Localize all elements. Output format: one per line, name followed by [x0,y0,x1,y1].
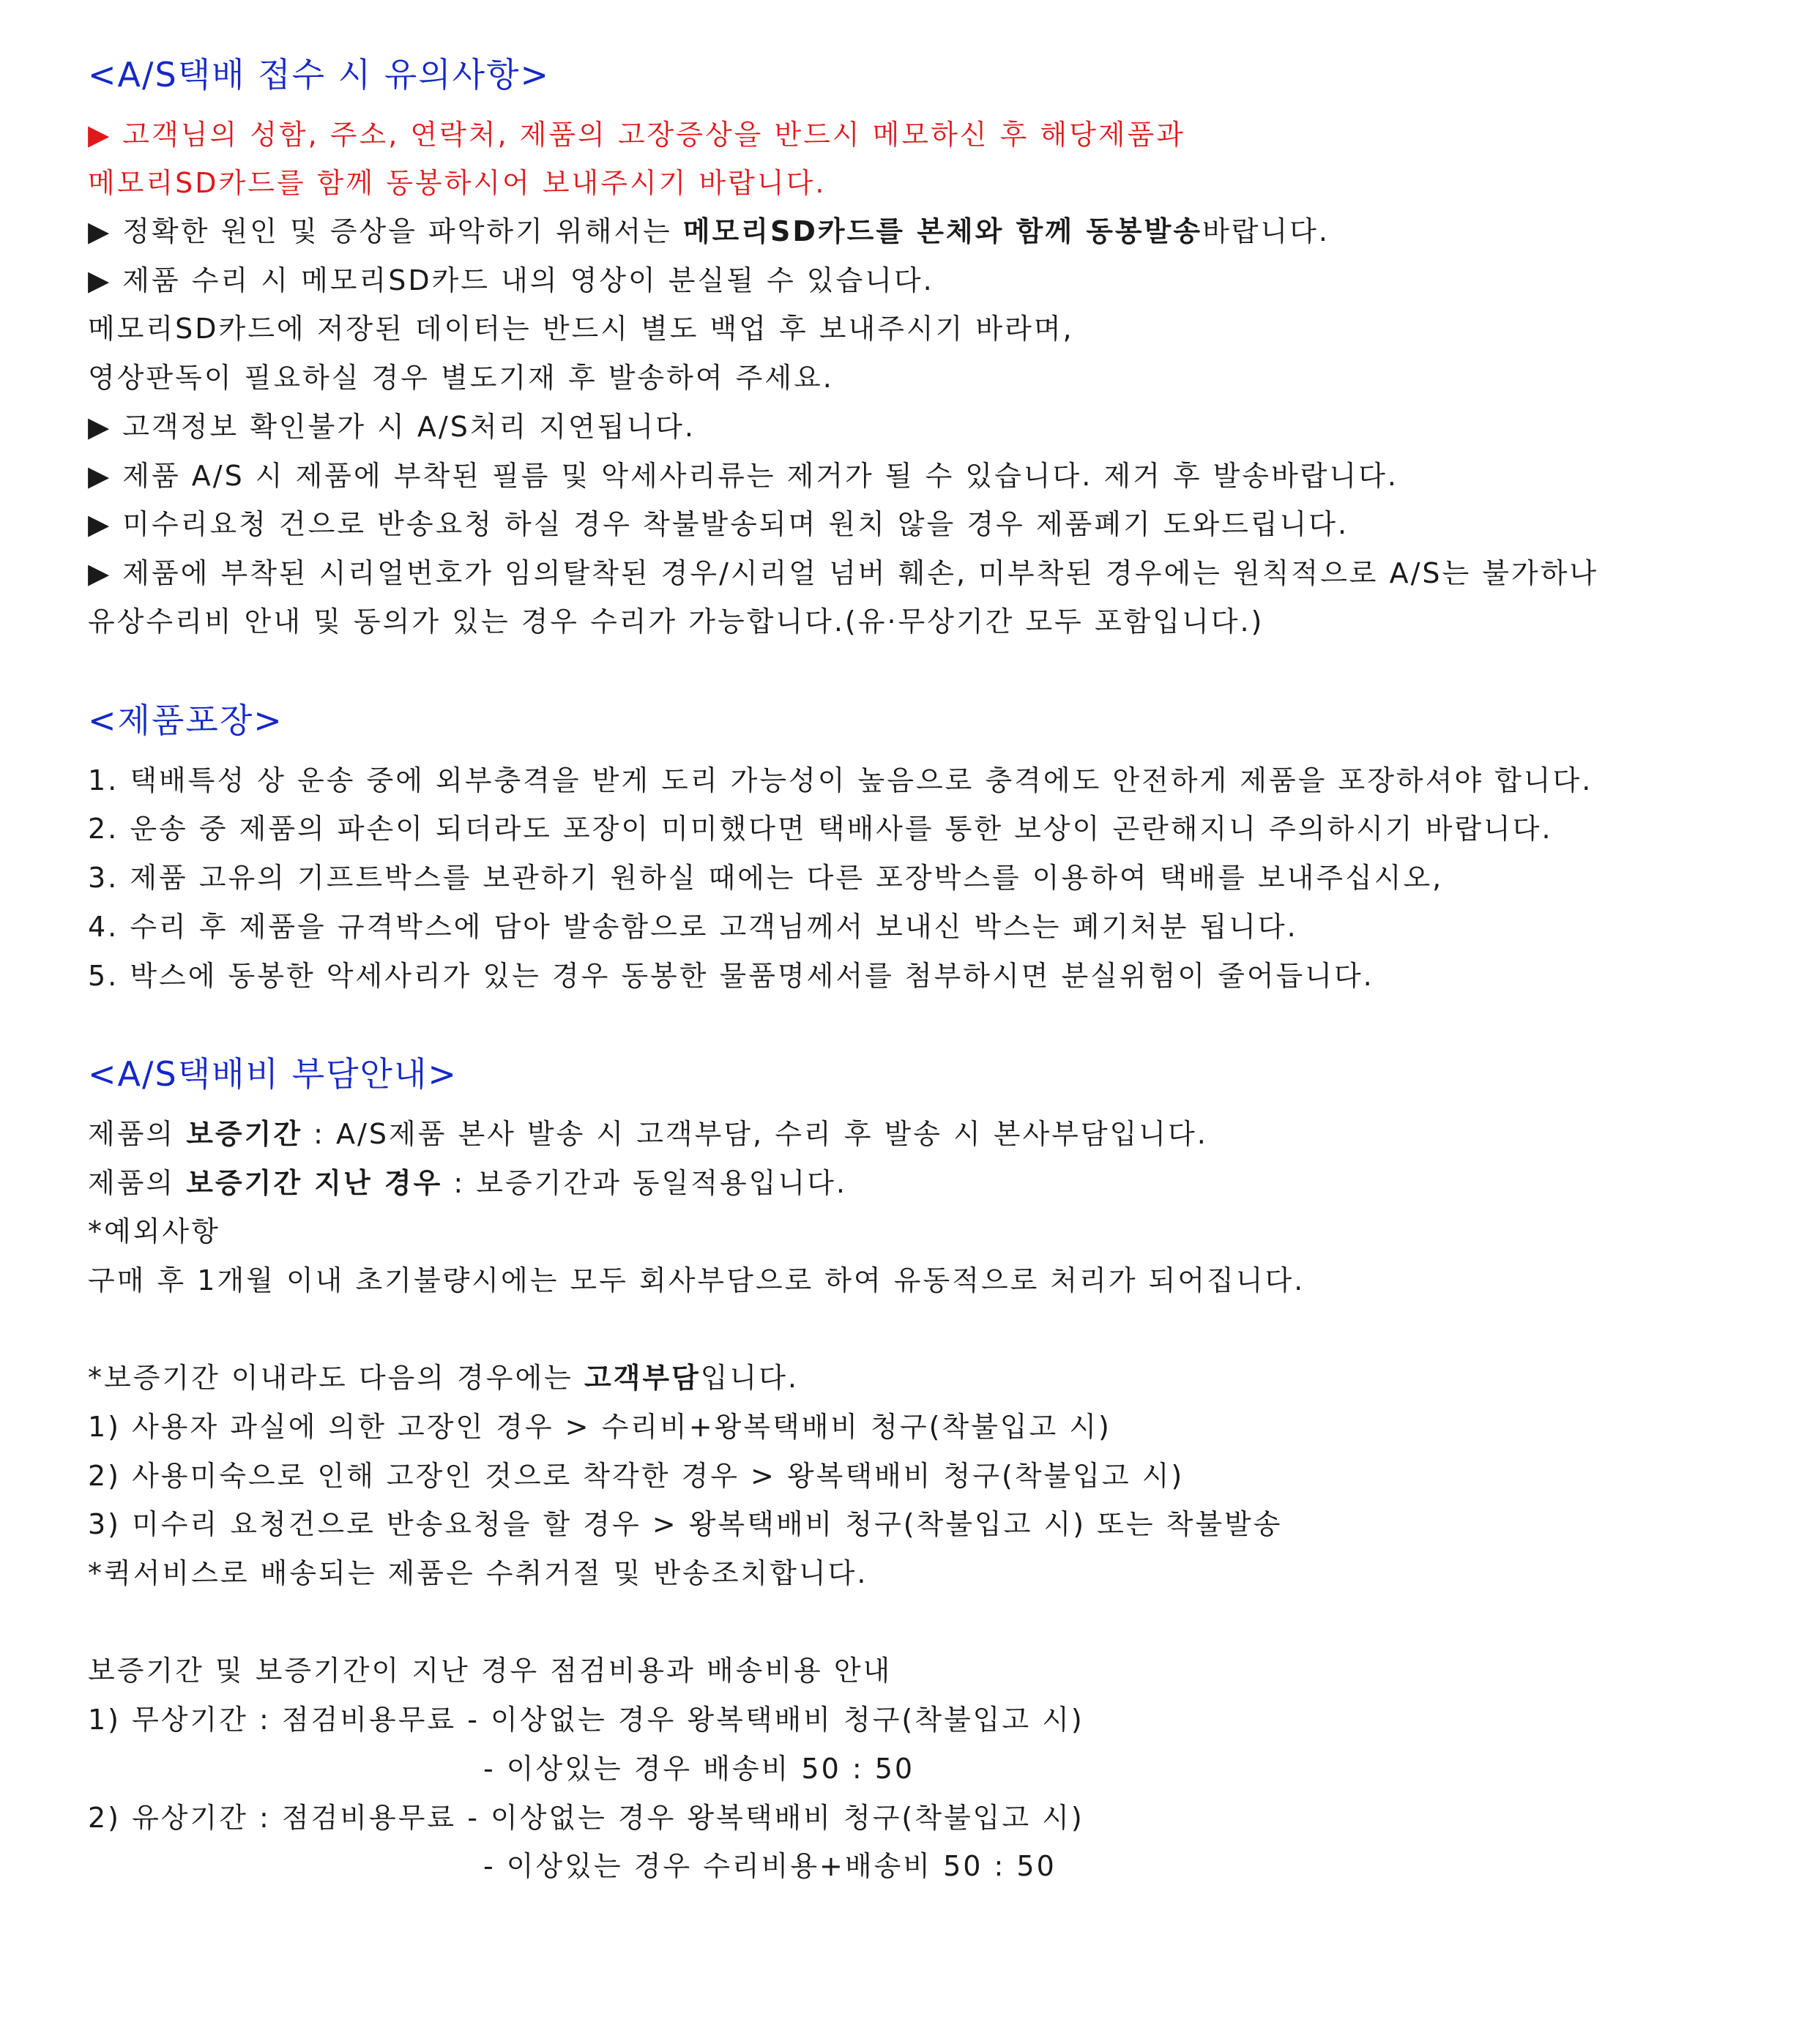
cost-line: *퀵서비스로 배송되는 제품은 수취거절 및 반송조치합니다. [88,1557,868,1589]
notice-line: ▶ 고객정보 확인불가 시 A/S처리 지연됩니다. [88,411,696,443]
cost-line [88,1116,1208,1152]
notice-line: ▶ 제품에 부착된 시리얼번호가 임의탈착된 경우/시리얼 넘버 훼손, 미부착된 경우에는 원칙적으로 A/S는 불가하나 [88,557,1599,589]
notice-line: 영상판독이 필요하실 경우 별도기재 후 발송하여 주세요. [88,362,834,394]
cost-line: 구매 후 1개월 이내 초기불량시에는 모두 회사부담으로 하여 유동적으로 처리가 되어집니다. [88,1264,1306,1297]
list-item: 4. 수리 후 제품을 규격박스에 담아 발송함으로 고객님께서 보내신 박스는 폐기처분 됩니다. [88,911,1298,943]
section-title-shipping-cost: <A/S택배비 부담안내> [88,1054,458,1094]
cost-emphasis: 고객부담 [584,1362,701,1394]
cost-text: 입니다. [700,1362,800,1394]
cost-text: 제품의 [88,1167,187,1199]
cost-line: 1) 무상기간 : 점검비용무료 - 이상없는 경우 왕복택배비 청구(착불입고 시) [88,1704,1084,1736]
cost-line: - 이상있는 경우 수리비용+배송비 50 : 50 [483,1850,1057,1882]
exception-heading: *예외사항 [88,1215,220,1247]
notice-line: 메모리SD카드에 저장된 데이터는 반드시 별도 백업 후 보내주시기 바라며, [88,313,1074,345]
list-item: 3. 제품 고유의 기프트박스를 보관하기 원하실 때에는 다른 포장박스를 이용하여 택배를 보내주십시오, [88,862,1444,894]
cost-line: - 이상있는 경우 배송비 50 : 50 [483,1753,915,1785]
notice-line [88,214,1330,249]
cost-line [88,1165,847,1201]
cost-line: 2) 유상기간 : 점검비용무료 - 이상없는 경우 왕복택배비 청구(착불입고 시) [88,1802,1084,1834]
cost-text: 제품의 [88,1118,187,1150]
notice-line: ▶ 미수리요청 건으로 반송요청 하실 경우 착불발송되며 원치 않을 경우 제품폐기 도와드립니다. [88,508,1349,540]
list-item: 2. 운송 중 제품의 파손이 되더라도 포장이 미미했다면 택배사를 통한 보상이 곤란해지니 주의하시기 바랍니다. [88,813,1553,845]
notice-line: ▶ 제품 A/S 시 제품에 부착된 필름 및 악세사리류는 제거가 될 수 있습니다. 제거 후 발송바랍니다. [88,460,1399,492]
notice-line: ▶ 제품 수리 시 메모리SD카드 내의 영상이 분실될 수 있습니다. [88,264,934,296]
cost-line: 2) 사용미숙으로 인해 고장인 것으로 착각한 경우 > 왕복택배비 청구(착불입고 시) [88,1460,1185,1492]
notice-emphasis: 메모리SD카드를 본체와 함께 동봉발송 [682,215,1203,247]
cost-line [88,1360,799,1395]
notice-line: 유상수리비 안내 및 동의가 있는 경우 수리가 가능합니다.(유·무상기간 모두 포함입니다.) [88,605,1265,638]
cost-line: 보증기간 및 보증기간이 지난 경우 점검비용과 배송비용 안내 [88,1655,893,1687]
list-item: 1. 택배특성 상 운송 중에 외부충격을 받게 도리 가능성이 높음으로 충격에도 안전하게 제품을 포장하셔야 합니다. [88,764,1593,797]
notice-line: 메모리SD카드를 함께 동봉하시어 보내주시기 바랍니다. [88,167,827,199]
cost-text: *보증기간 이내라도 다음의 경우에는 [88,1362,584,1394]
cost-text: : A/S제품 본사 발송 시 고객부담, 수리 후 발송 시 본사부담입니다. [302,1118,1208,1150]
notice-text: ▶ 정확한 원인 및 증상을 파악하기 위해서는 [88,215,683,247]
notice-text: 바랍니다. [1202,215,1330,247]
cost-line: 3) 미수리 요청건으로 반송요청을 할 경우 > 왕복택배비 청구(착불입고 시) 또는 착불발송 [88,1508,1283,1540]
list-item: 5. 박스에 동봉한 악세사리가 있는 경우 동봉한 물품명세서를 첨부하시면 분실위험이 줄어듭니다. [88,960,1374,992]
cost-emphasis: 보증기간 지난 경우 [186,1167,443,1199]
section-title-as-delivery-notes: <A/S택배 접수 시 유의사항> [88,55,551,94]
cost-text: : 보증기간과 동일적용입니다. [442,1167,847,1199]
cost-line: 1) 사용자 과실에 의한 고장인 경우 > 수리비+왕복택배비 청구(착불입고 시) [88,1411,1111,1443]
section-title-packaging: <제품포장> [88,701,283,740]
cost-emphasis: 보증기간 [186,1118,303,1150]
notice-line: ▶ 고객님의 성함, 주소, 연락처, 제품의 고장증상을 반드시 메모하신 후 해당제품과 [88,119,1185,151]
